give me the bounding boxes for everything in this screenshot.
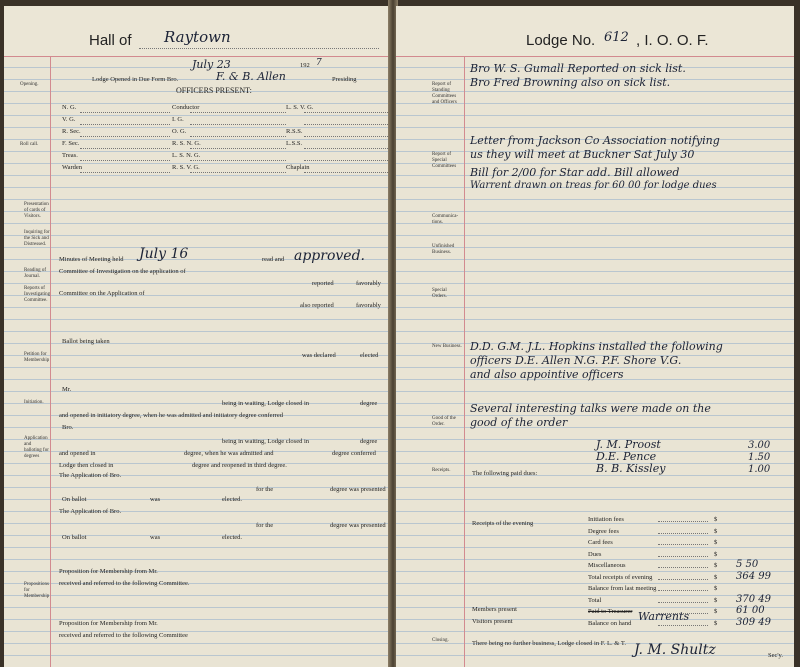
mr-1: Mr. [62,386,72,393]
label-petition: Petition for Membership [24,352,50,363]
receipt-label: Balance from last meeting [588,585,657,592]
receipt-leader [658,625,708,626]
dollar-sign: $ [714,573,718,581]
officer-line [190,124,286,125]
dues-label: The following paid dues: [472,470,538,477]
label-special-orders: Special Orders. [432,288,447,299]
officer-line [304,136,392,137]
received-referred-2: received and referred to the following Committee [59,632,188,639]
meeting-date: July 23 [192,58,231,71]
officer-cell: F. Sec. [62,140,80,147]
hand-line-2: Bro Fred Browning also on sick list. [470,76,671,89]
receipt-leader [658,567,708,568]
visitors-present: Visitors present [472,618,513,625]
officer-cell: R.S.S. [286,128,303,135]
dollar-sign: $ [714,550,718,558]
committee-application: Committee on the Application of [59,290,145,297]
dues-name: J. M. Proost [596,438,661,451]
officer-line [304,124,392,125]
officer-line [80,112,170,113]
hand-line-5: Bill for 2/00 for Star add. Bill allowed [470,166,680,179]
label-closing: Closing. [432,638,449,643]
opened-initiatory: and opened in initiatory degree, when he was admitted and initiatory degree conferred [59,412,283,419]
receipt-label: Total receipts of evening [588,573,653,581]
year-print: 192 [300,62,310,69]
receipt-amount: 61 00 [736,605,765,616]
officer-line [80,172,170,173]
right-margin-rule [464,56,465,667]
officer-line [190,148,286,149]
hall-of-label: Hall of [89,32,132,49]
officer-cell: L. S. N. G. [172,152,201,159]
degree-presented-2: degree was presented [330,522,386,529]
was-2: was [150,534,161,541]
dues-amount: 3.00 [748,440,771,451]
label-good-of-order: Good of the Order. [432,416,456,427]
label-receipts: Receipts. [432,468,451,473]
degree-1: degree [360,400,378,407]
dollar-sign: $ [714,516,718,523]
receipt-amount: 309 49 [736,616,771,628]
right-page [396,6,794,667]
officer-cell: Warden [62,164,83,171]
dues-name: B. B. Kissley [596,462,666,475]
receipt-amount: 370 49 [736,593,771,605]
officer-cell: V. G. [62,116,76,123]
officer-line [80,124,170,125]
officer-cell: L. S. V. G. [286,104,314,111]
left-margin-rule [50,56,51,667]
officer-line [304,160,392,161]
read-and: read and [262,256,285,263]
lodge-no: 612 [604,30,629,45]
officers-present-heading: OFFICERS PRESENT: [176,86,252,95]
hand-line-8: officers D.E. Allen N.G. P.F. Shore V.G. [470,354,682,367]
left-header-rule [4,56,390,57]
hand-line-1: Bro W. S. Gumall Reported on sick list. [470,62,686,75]
elected-3: elected. [222,534,243,541]
for-the-2: for the [256,522,274,529]
officer-line [80,136,170,137]
dues-amount: 1.00 [748,464,771,475]
right-header-rule [396,56,794,57]
label-inquiring: Inquiring for the Sick and Distressed. [24,230,50,247]
received-referred-1: received and referred to the following Committee. [59,580,190,587]
receipts-of-evening: Receipts of the evening [472,520,534,527]
ioof-label: , I. O. O. F. [636,32,709,49]
presiding-label: Presiding [332,76,357,83]
receipt-label: Balance on hand [588,619,632,627]
dollar-sign: $ [714,619,718,627]
being-in-waiting-2: being in waiting, Lodge closed in [222,438,310,445]
label-unfinished: Unfinished Business. [432,244,455,255]
dues-amount: 1.50 [748,452,771,463]
label-communications: Communica-tions. [432,214,459,225]
presiding-name: F. & B. Allen [216,70,286,83]
degree-reopened: degree and reopened in third degree. [192,462,287,469]
approved-text: approved. [294,248,365,264]
officer-line [304,148,392,149]
officer-cell: Conductor [172,104,200,111]
officer-cell: Treas. [62,152,78,159]
hand-line-11: good of the order [470,416,568,429]
secy-label: Sec'y. [768,652,784,659]
officer-line [190,160,286,161]
receipt-label: Card fees [588,539,613,546]
proposition-from-mr-2: Proposition for Membership from Mr. [59,620,158,627]
receipt-leader [658,590,708,591]
members-present: Members present [472,606,517,613]
lodge-opened-text: Lodge Opened in Due Form Bro. [92,76,179,83]
receipt-leader [658,544,708,545]
dollar-sign: $ [714,562,718,569]
receipt-leader [658,602,708,603]
being-in-waiting-1: being in waiting, Lodge closed in [222,400,310,407]
receipt-leader [658,579,708,580]
dollar-sign: $ [714,596,718,604]
reported-1: reported [312,280,334,287]
officer-cell: R. S. V. G. [172,164,200,171]
application-of-bro-2: The Application of Bro. [59,508,122,515]
officer-cell: R. Sec. [62,128,81,135]
degree-when-admitted: degree, when he was admitted and [184,450,274,457]
dollar-sign: $ [714,527,718,535]
degree-presented-1: degree was presented [330,486,386,493]
left-page [4,6,390,667]
minutes-label: Minutes of Meeting held [59,256,124,263]
receipt-label: Total [588,596,602,604]
degree-2: degree [360,438,378,445]
favorably-1: favorably [356,280,381,287]
hand-line-7: D.D. G.M. J.L. Hopkins installed the following [470,340,723,353]
ballot-being-taken: Ballot being taken [62,338,110,345]
bro-1: Bro. [62,424,74,431]
label-reading-journal: Reading of Journal. [24,268,47,279]
label-report-special: Report of Special Committees [432,152,457,169]
elected-1: elected [360,352,379,359]
receipt-label: Miscellaneous [588,562,626,569]
hand-line-9: and also appointive officers [470,368,624,381]
officer-cell: L.S.S. [286,140,303,147]
officer-line [304,172,392,173]
dollar-sign: $ [714,539,718,546]
receipt-leader [658,521,708,522]
warrents-note: Warrents [638,610,690,623]
receipt-amount: 5 50 [736,559,759,570]
officer-line [190,112,286,113]
lodge-then-closed: Lodge then closed in [59,462,114,469]
also-reported: also reported [300,302,334,309]
receipt-leader [658,533,708,534]
officer-line [304,112,392,113]
hand-line-4: us they will meet at Buckner Sat July 30 [470,148,695,161]
label-roll-call: Roll call. [20,142,39,147]
receipt-label: Initiation fees [588,516,624,523]
label-initiation: Initiation. [24,400,44,405]
label-application-balloting: Application and balloting for degrees [24,436,49,459]
for-the-1: for the [256,486,274,493]
closing-text: There being no further business, Lodge closed in F. L. & T. [472,640,626,647]
label-new-business: New Business. [432,344,462,349]
year-hand: 7 [316,58,322,68]
receipt-label: Degree fees [588,527,619,535]
hand-line-10: Several interesting talks were made on the [470,402,711,415]
on-ballot-2: On ballot [62,534,87,541]
was-1: was [150,496,161,503]
dues-name: D.E. Pence [596,450,657,463]
hand-line-3: Letter from Jackson Co Association notifying [470,134,720,147]
officer-cell: N. G. [62,104,77,111]
hand-line-6: Warrent drawn on treas for 60 00 for lodge dues [470,180,717,191]
officer-line [190,136,286,137]
proposition-from-mr-1: Proposition for Membership from Mr. [59,568,158,575]
officer-cell: O. G. [172,128,187,135]
application-of-bro-1: The Application of Bro. [59,472,122,479]
officer-cell: R. S. N. G. [172,140,201,147]
officer-cell: Chaplain [286,164,310,171]
lodge-no-label: Lodge No. [526,32,596,49]
degree-conferred: degree conferred [332,450,376,457]
favorably-2: favorably [356,302,381,309]
label-reports-committee: Reports of Investigating Committee. [24,286,51,303]
officer-line [190,172,286,173]
and-opened-in: and opened in [59,450,96,457]
hall-name: Raytown [164,28,231,46]
elected-2: elected. [222,496,243,503]
was-declared: was declared [302,352,336,359]
dollar-sign: $ [714,608,718,615]
label-presentation: Presentation of cards of Visitors. [24,202,49,219]
on-ballot-1: On ballot [62,496,87,503]
label-propositions: Propositions for Membership [24,582,50,599]
officer-line [80,148,170,149]
receipt-amount: 364 99 [736,570,771,582]
secretary-signature: J. M. Shultz [634,642,716,658]
hall-name-line [139,48,379,49]
dollar-sign: $ [714,585,718,592]
receipt-leader [658,556,708,557]
label-report-standing: Report of Standing Committees and Officers [432,82,457,105]
officer-line [80,160,170,161]
label-opening: Opening. [20,82,39,87]
minutes-date: July 16 [139,246,189,262]
officer-cell: I. G. [172,116,184,123]
committee-investigation: Committee of Investigation on the application of [59,268,186,275]
receipt-label: Dues [588,550,602,558]
receipt-label: Paid to Treasurer [588,608,633,615]
